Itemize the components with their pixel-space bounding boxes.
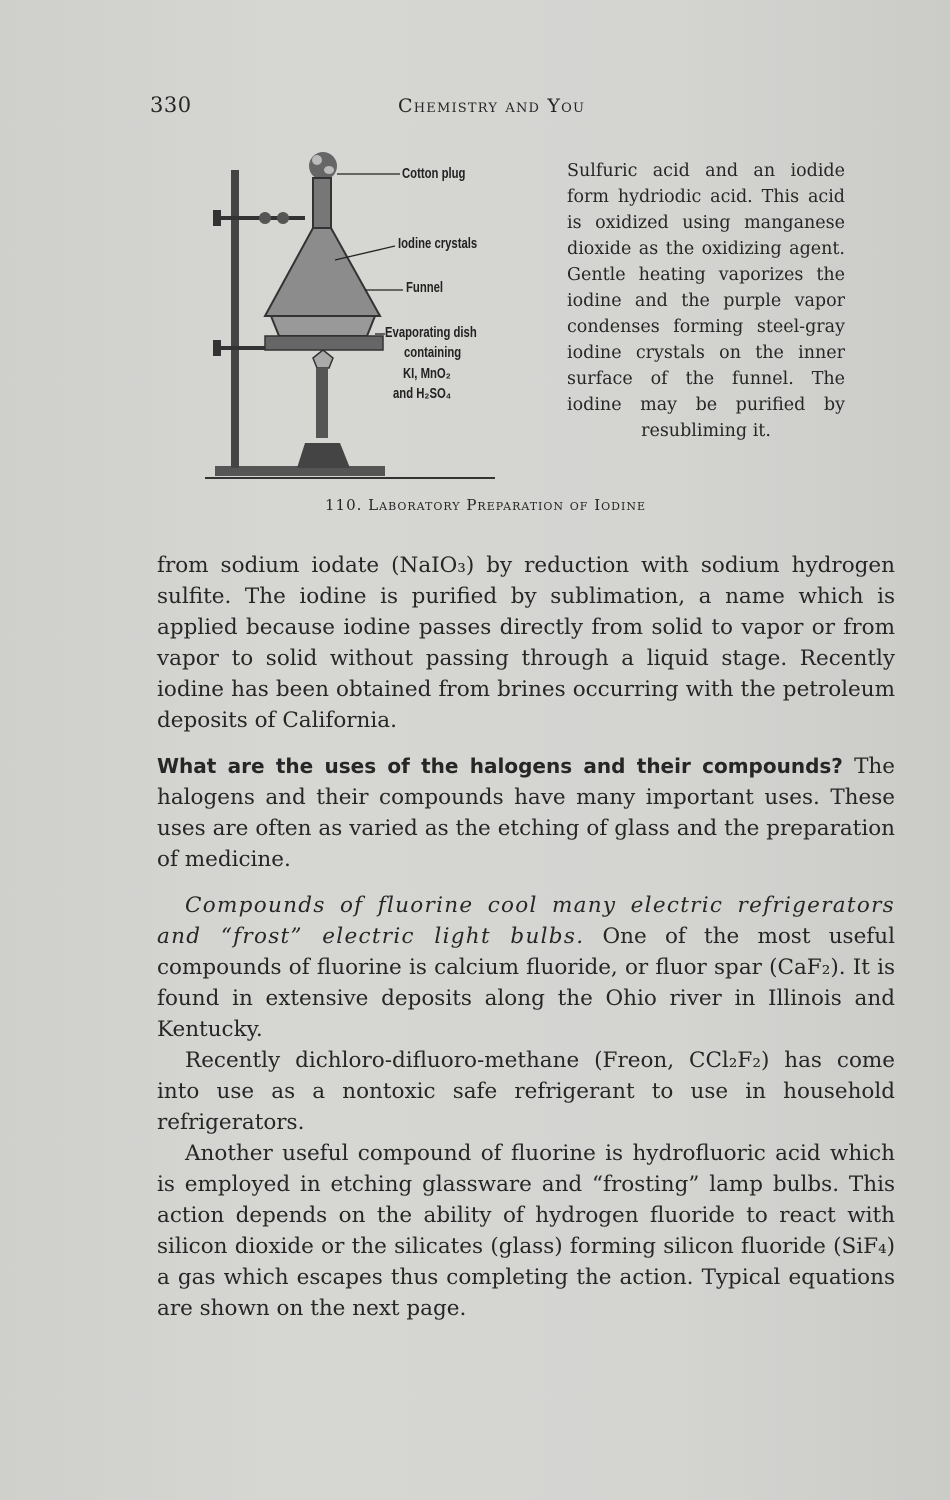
- label-funnel: Funnel: [406, 280, 444, 296]
- italic-topic-heading: Compounds of fluorine cool many electric refrigerators and “frost” electric light bulbs.: [157, 893, 895, 949]
- label-iodine-crystals: Iodine crystals: [398, 236, 478, 252]
- paragraph-fluorine-compounds: [157, 890, 895, 1045]
- paragraph-freon: Recently dichloro-difluoro-methane (Freon, CCl₂F₂) has come into use as a nontoxic safe refrigerant to use in household refrigerators.: [157, 1048, 895, 1135]
- label-evaporating-dish: Evaporating dish: [385, 325, 477, 341]
- paragraph-halogen-uses: [157, 751, 895, 875]
- figure-description-last-line: resubliming it.: [641, 421, 771, 441]
- label-reagents-1: KI, MnO₂: [403, 366, 451, 382]
- page-number: 330: [150, 93, 192, 117]
- figure-description: [567, 158, 845, 444]
- label-reagents-2: and H₂SO₄: [393, 386, 452, 402]
- iodine-apparatus-figure: [205, 148, 535, 488]
- apparatus-illustration-icon: [205, 148, 535, 488]
- section-question-heading: What are the uses of the halogens and their compounds?: [157, 754, 843, 778]
- paragraph-fluorine-compounds-text: One of the most useful compounds of fluorine is calcium fluoride, or fluor spar (CaF₂). It is found in extensive deposits along the Ohio river in Illinois and Kentucky.: [157, 924, 895, 1042]
- body-text: [157, 550, 895, 1324]
- running-head: Chemistry and You: [398, 95, 586, 117]
- label-containing: containing: [404, 345, 462, 361]
- paragraph-halogen-uses-text: The halogens and their compounds have many important uses. These uses are often as varied as the etching of glass and the preparation of medicine.: [157, 754, 895, 872]
- paragraph-iodine-purification: from sodium iodate (NaIO₃) by reduction with sodium hydrogen sulfite. The iodine is purified by sublimation, a name which is applied because iodine passes directly from solid to vapor or from vapor to solid without passing through a liquid stage. Recently iodine has been obtained from brines occurring with the petroleum deposits of California.: [157, 553, 895, 733]
- figure-caption: 110. Laboratory Preparation of Iodine: [325, 496, 646, 514]
- label-cotton-plug: Cotton plug: [402, 166, 466, 182]
- paragraph-hydrofluoric-acid: Another useful compound of fluorine is hydrofluoric acid which is employed in etching glassware and “frosting” lamp bulbs. This action depends on the ability of hydrogen fluoride to react with silicon dioxide or the silicates (glass) forming silicon fluoride (SiF₄) a gas which escapes thus completing the action. Typical equations are shown on the next page.: [157, 1141, 895, 1321]
- figure-description-body: Sulfuric acid and an iodide form hydriodic acid. This acid is oxidized using manganese dioxide as the oxidizing agent. Gentle heating vaporizes the iodine and the purple vapor condenses forming steel-gray iodine crystals on the inner surface of the funnel. The iodine may be purified by: [567, 161, 845, 415]
